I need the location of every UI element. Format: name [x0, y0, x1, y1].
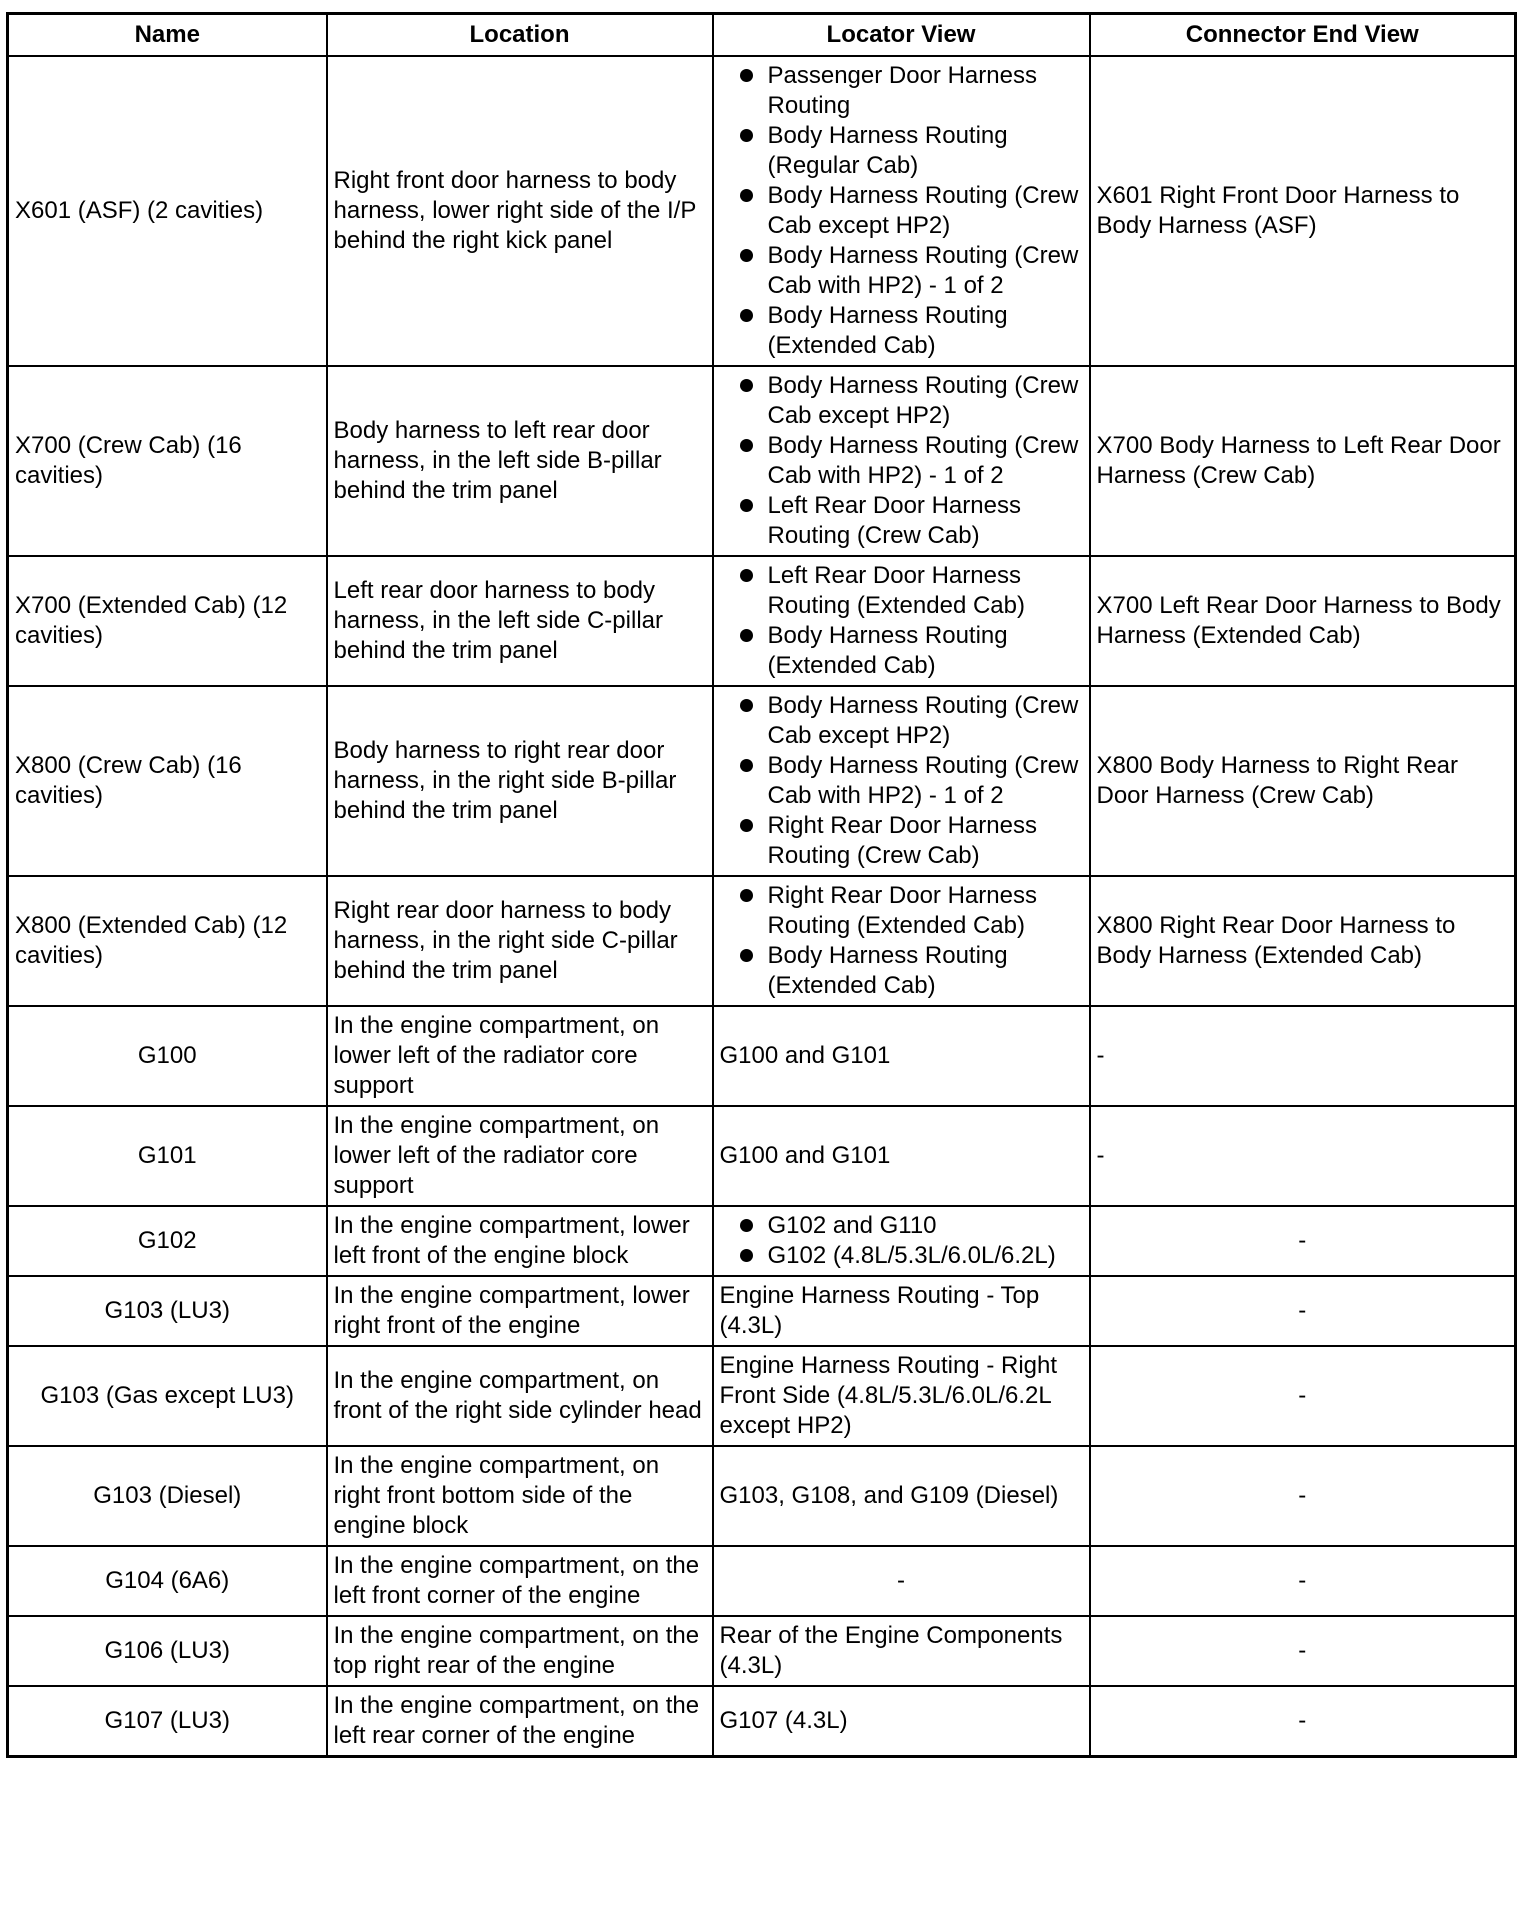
cell-connector-end-view: X800 Body Harness to Right Rear Door Harness (Crew Cab): [1090, 686, 1516, 876]
cell-location: Right front door harness to body harness, lower right side of the I/P behind the right kick panel: [327, 56, 713, 366]
cell-connector-end-view: -: [1090, 1616, 1516, 1686]
cell-locator-view: G103, G108, and G109 (Diesel): [713, 1446, 1090, 1546]
cell-locator-view: -: [713, 1546, 1090, 1616]
table-row: [8, 1616, 1516, 1686]
cell-connector-end-view: -: [1090, 1346, 1516, 1446]
locator-view-list: [720, 61, 1083, 361]
cell-connector-end-view: X700 Body Harness to Left Rear Door Harness (Crew Cab): [1090, 366, 1516, 556]
cell-locator-view: G100 and G101: [713, 1106, 1090, 1206]
cell-location: Right rear door harness to body harness, in the right side C-pillar behind the trim panel: [327, 876, 713, 1006]
table-row: [8, 56, 1516, 366]
locator-view-item: Body Harness Routing (Regular Cab): [720, 121, 1083, 181]
cell-name: G103 (Diesel): [8, 1446, 327, 1546]
locator-view-item: Body Harness Routing (Extended Cab): [720, 301, 1083, 361]
table-row: [8, 1006, 1516, 1106]
table-header-row: [8, 14, 1516, 57]
cell-locator-view: G100 and G101: [713, 1006, 1090, 1106]
cell-connector-end-view: X700 Left Rear Door Harness to Body Harness (Extended Cab): [1090, 556, 1516, 686]
table-row: [8, 1276, 1516, 1346]
cell-name: X800 (Extended Cab) (12 cavities): [8, 876, 327, 1006]
cell-locator-view: G107 (4.3L): [713, 1686, 1090, 1757]
cell-locator-view: [713, 366, 1090, 556]
header-locator-view: Locator View: [713, 14, 1090, 57]
table-row: [8, 1546, 1516, 1616]
table-row: [8, 1346, 1516, 1446]
locator-view-item: Body Harness Routing (Crew Cab except HP2): [720, 181, 1083, 241]
cell-connector-end-view: -: [1090, 1206, 1516, 1276]
locator-view-list: [720, 1211, 1083, 1271]
table-row: [8, 686, 1516, 876]
cell-location: In the engine compartment, on the left rear corner of the engine: [327, 1686, 713, 1757]
header-connector-end-view: Connector End View: [1090, 14, 1516, 57]
cell-connector-end-view: X800 Right Rear Door Harness to Body Harness (Extended Cab): [1090, 876, 1516, 1006]
cell-name: G101: [8, 1106, 327, 1206]
cell-connector-end-view: -: [1090, 1006, 1516, 1106]
cell-locator-view: Engine Harness Routing - Right Front Side (4.8L/5.3L/6.0L/6.2L except HP2): [713, 1346, 1090, 1446]
cell-name: G107 (LU3): [8, 1686, 327, 1757]
table-row: [8, 876, 1516, 1006]
cell-name: X800 (Crew Cab) (16 cavities): [8, 686, 327, 876]
cell-location: In the engine compartment, on front of the right side cylinder head: [327, 1346, 713, 1446]
cell-connector-end-view: -: [1090, 1446, 1516, 1546]
cell-name: X700 (Extended Cab) (12 cavities): [8, 556, 327, 686]
locator-view-item: Left Rear Door Harness Routing (Extended Cab): [720, 561, 1083, 621]
cell-name: G103 (Gas except LU3): [8, 1346, 327, 1446]
locator-view-item: Body Harness Routing (Crew Cab with HP2) - 1 of 2: [720, 751, 1083, 811]
table-row: [8, 1206, 1516, 1276]
locator-view-item: Right Rear Door Harness Routing (Extended Cab): [720, 881, 1083, 941]
locator-view-item: G102 (4.8L/5.3L/6.0L/6.2L): [720, 1241, 1083, 1271]
cell-name: G106 (LU3): [8, 1616, 327, 1686]
locator-view-item: Body Harness Routing (Crew Cab except HP2): [720, 371, 1083, 431]
locator-view-list: [720, 561, 1083, 681]
cell-location: Body harness to left rear door harness, in the left side B-pillar behind the trim panel: [327, 366, 713, 556]
table-row: [8, 556, 1516, 686]
cell-name: G102: [8, 1206, 327, 1276]
cell-location: In the engine compartment, lower right front of the engine: [327, 1276, 713, 1346]
cell-location: In the engine compartment, on lower left of the radiator core support: [327, 1006, 713, 1106]
locator-view-list: [720, 691, 1083, 871]
table-row: [8, 1446, 1516, 1546]
cell-locator-view: [713, 1206, 1090, 1276]
component-locator-table: [6, 12, 1517, 1758]
locator-view-item: Left Rear Door Harness Routing (Crew Cab): [720, 491, 1083, 551]
cell-connector-end-view: -: [1090, 1686, 1516, 1757]
locator-view-item: Body Harness Routing (Crew Cab with HP2) - 1 of 2: [720, 431, 1083, 491]
table-row: [8, 366, 1516, 556]
cell-location: In the engine compartment, on right front bottom side of the engine block: [327, 1446, 713, 1546]
locator-view-item: G102 and G110: [720, 1211, 1083, 1241]
locator-view-list: [720, 371, 1083, 551]
cell-locator-view: [713, 56, 1090, 366]
cell-location: In the engine compartment, on lower left of the radiator core support: [327, 1106, 713, 1206]
locator-view-item: Right Rear Door Harness Routing (Crew Cab): [720, 811, 1083, 871]
cell-name: G104 (6A6): [8, 1546, 327, 1616]
cell-name: X700 (Crew Cab) (16 cavities): [8, 366, 327, 556]
table-body: [8, 56, 1516, 1757]
cell-locator-view: Engine Harness Routing - Top (4.3L): [713, 1276, 1090, 1346]
cell-location: In the engine compartment, lower left front of the engine block: [327, 1206, 713, 1276]
cell-name: G100: [8, 1006, 327, 1106]
cell-locator-view: Rear of the Engine Components (4.3L): [713, 1616, 1090, 1686]
cell-location: In the engine compartment, on the left front corner of the engine: [327, 1546, 713, 1616]
locator-view-item: Passenger Door Harness Routing: [720, 61, 1083, 121]
cell-name: G103 (LU3): [8, 1276, 327, 1346]
cell-name: X601 (ASF) (2 cavities): [8, 56, 327, 366]
cell-locator-view: [713, 876, 1090, 1006]
cell-connector-end-view: -: [1090, 1106, 1516, 1206]
locator-view-list: [720, 881, 1083, 1001]
cell-location: Body harness to right rear door harness, in the right side B-pillar behind the trim panel: [327, 686, 713, 876]
cell-location: In the engine compartment, on the top right rear of the engine: [327, 1616, 713, 1686]
cell-connector-end-view: -: [1090, 1276, 1516, 1346]
locator-view-item: Body Harness Routing (Crew Cab with HP2) - 1 of 2: [720, 241, 1083, 301]
header-name: Name: [8, 14, 327, 57]
cell-location: Left rear door harness to body harness, in the left side C-pillar behind the trim panel: [327, 556, 713, 686]
cell-locator-view: [713, 556, 1090, 686]
locator-view-item: Body Harness Routing (Extended Cab): [720, 621, 1083, 681]
table-row: [8, 1106, 1516, 1206]
cell-locator-view: [713, 686, 1090, 876]
cell-connector-end-view: X601 Right Front Door Harness to Body Harness (ASF): [1090, 56, 1516, 366]
header-location: Location: [327, 14, 713, 57]
cell-connector-end-view: -: [1090, 1546, 1516, 1616]
locator-view-item: Body Harness Routing (Crew Cab except HP2): [720, 691, 1083, 751]
locator-view-item: Body Harness Routing (Extended Cab): [720, 941, 1083, 1001]
table-row: [8, 1686, 1516, 1757]
